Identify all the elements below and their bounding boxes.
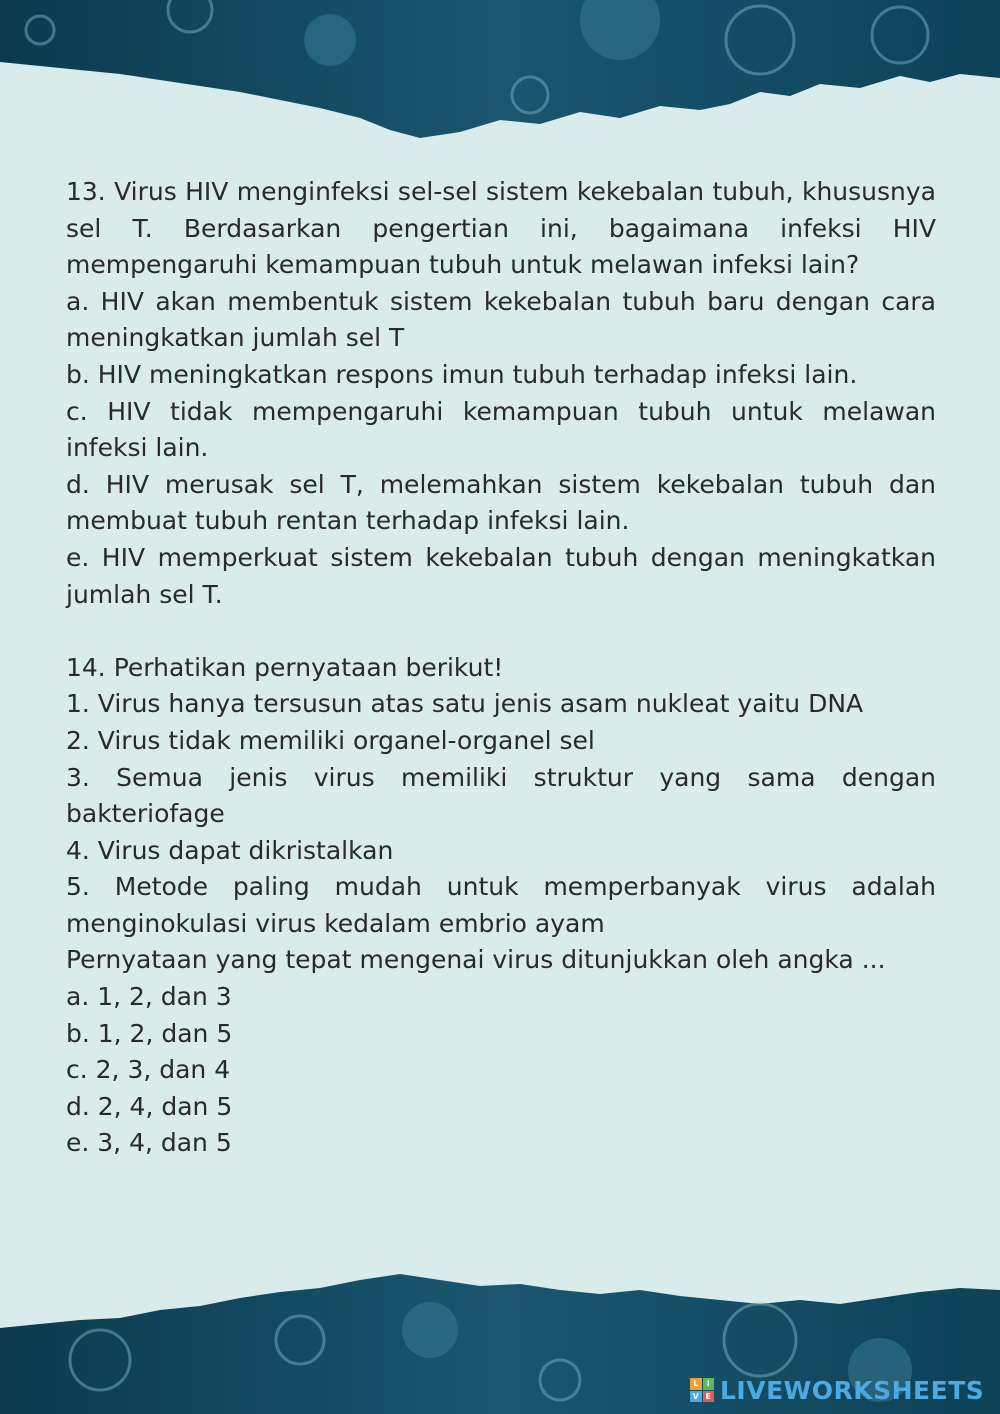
q13-option-e: e. HIV memperkuat sistem kekebalan tubuh dengan meningkatkan jumlah sel T.	[66, 542, 936, 609]
q14-statement-5: 5. Metode paling mudah untuk memperbanyak virus adalah menginokulasi virus kedalam embrio ayam	[66, 872, 936, 938]
q13-option-a: a. HIV akan membentuk sistem kekebalan tubuh baru dengan cara meningkatkan jumlah sel T	[66, 286, 936, 353]
question-spacer	[66, 613, 936, 650]
q14-option-b: b. 1, 2, dan 5	[66, 1018, 233, 1048]
q13-option-d: d. HIV merusak sel T, melemahkan sistem kekebalan tubuh dan membuat tubuh rentan terhadap infeksi lain.	[66, 469, 936, 536]
worksheet-content	[66, 174, 936, 1162]
q14-option-a: a. 1, 2, dan 3	[66, 982, 232, 1012]
q14-option-c: c. 2, 3, dan 4	[66, 1055, 231, 1085]
watermark-text: LIVEWORKSHEETS	[720, 1375, 985, 1405]
logo-letter: V	[690, 1391, 702, 1403]
q14-intro: 14. Perhatikan pernyataan berikut!	[66, 652, 504, 682]
q14-question: Pernyataan yang tepat mengenai virus ditunjukkan oleh angka ...	[66, 945, 886, 975]
q14-option-e: e. 3, 4, dan 5	[66, 1128, 232, 1158]
liveworksheets-watermark	[690, 1374, 984, 1406]
q13-option-b: b. HIV meningkatkan respons imun tubuh terhadap infeksi lain.	[66, 359, 858, 389]
logo-letter: E	[703, 1391, 715, 1403]
logo-letter: L	[690, 1378, 702, 1390]
liveworksheets-logo-icon	[690, 1378, 714, 1402]
top-virus-banner	[0, 0, 1000, 150]
q14-statement-1: 1. Virus hanya tersusun atas satu jenis asam nukleat yaitu DNA	[66, 689, 864, 719]
q14-statement-3: 3. Semua jenis virus memiliki struktur yang sama dengan bakteriofage	[66, 762, 936, 829]
q13-option-c: c. HIV tidak mempengaruhi kemampuan tubuh untuk melawan infeksi lain.	[66, 396, 936, 463]
q13-stem: 13. Virus HIV menginfeksi sel-sel sistem kekebalan tubuh, khususnya sel T. Berdasarkan pengertian ini, bagaimana infeksi HIV mempengaruhi kemampuan tubuh untuk melawan infeksi lain?	[66, 177, 936, 280]
q14-statement-4: 4. Virus dapat dikristalkan	[66, 835, 394, 865]
q14-option-d: d. 2, 4, dan 5	[66, 1091, 233, 1121]
logo-letter: I	[703, 1378, 715, 1390]
q14-statement-2: 2. Virus tidak memiliki organel-organel sel	[66, 725, 595, 755]
